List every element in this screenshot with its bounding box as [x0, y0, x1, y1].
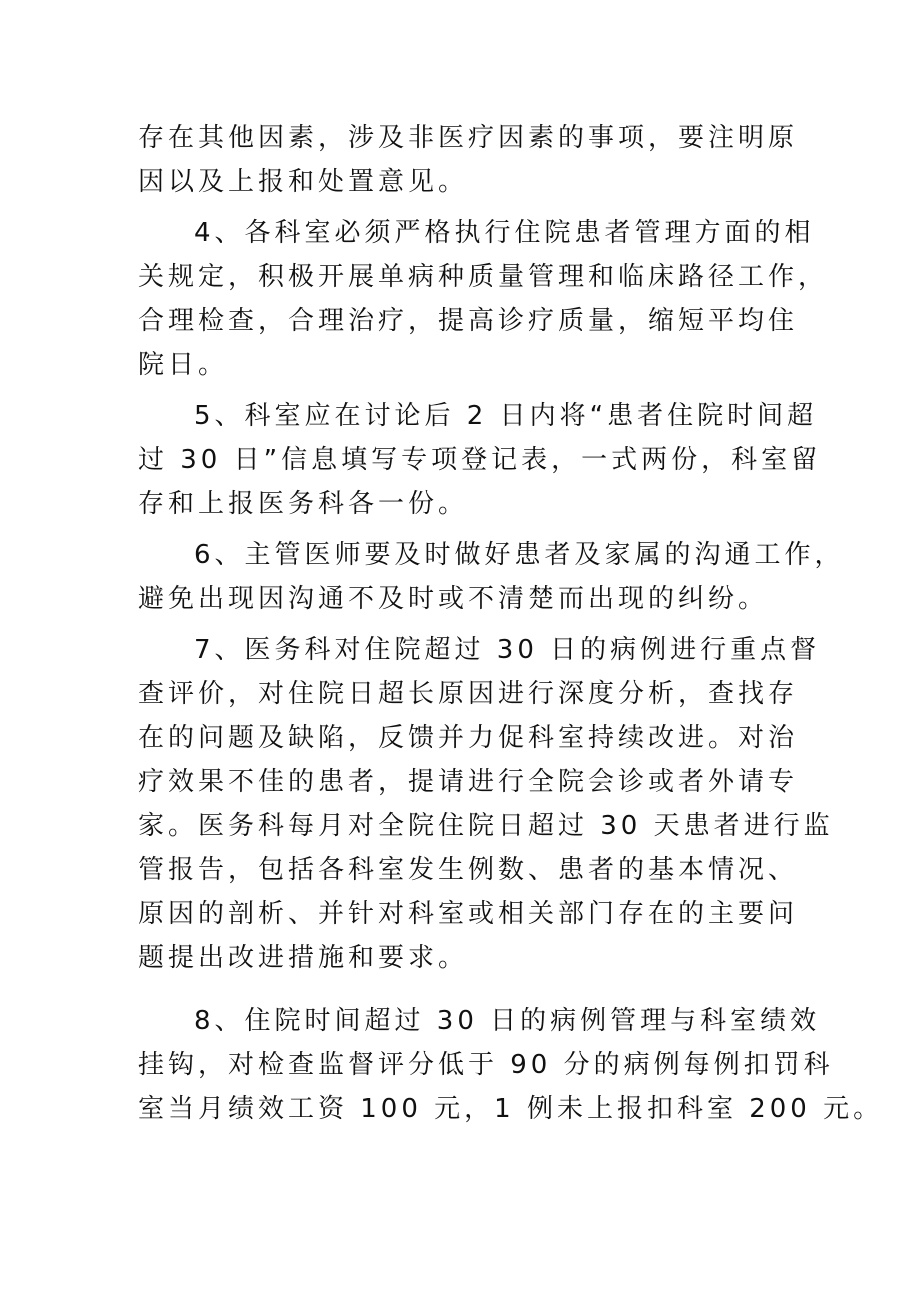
text-line: 避免出现因沟通不及时或不清楚而出现的纠纷。 — [138, 584, 769, 614]
text-line: 4、各科室必须严格执行住院患者管理方面的相 — [194, 218, 815, 248]
text-line: 查评价，对住院日超长原因进行深度分析，查找存 — [138, 679, 799, 709]
paragraph-item-4 — [138, 211, 829, 387]
text-line: 挂钩，对检查监督评分低于 90 分的病例每例扣罚科 — [138, 1050, 834, 1080]
text-line: 关规定，积极开展单病种质量管理和临床路径工作， — [138, 262, 829, 292]
text-line: 5、科室应在讨论后 2 日内将“患者住院时间超 — [194, 401, 818, 431]
text-line: 在的问题及缺陷，反馈并力促科室持续改进。对治 — [138, 723, 799, 753]
text-line: 8、住院时间超过 30 日的病例管理与科室绩效 — [194, 1006, 821, 1036]
text-line: 存在其他因素，涉及非医疗因素的事项，要注明原 — [138, 123, 799, 153]
paragraph-continuation — [138, 116, 810, 204]
text-line: 疗效果不佳的患者，提请进行全院会诊或者外请专 — [138, 767, 799, 797]
paragraph-item-7 — [138, 628, 834, 980]
paragraph-item-5 — [138, 394, 822, 526]
paragraph-item-6 — [138, 533, 845, 621]
text-line: 因以及上报和处置意见。 — [138, 167, 469, 197]
text-line: 6、主管医师要及时做好患者及家属的沟通工作， — [194, 540, 845, 570]
text-line: 合理检查，合理治疗，提高诊疗质量，缩短平均住 — [138, 306, 799, 336]
text-line: 家。医务科每月对全院住院日超过 30 天患者进行监 — [138, 811, 834, 841]
text-line: 原因的剖析、并针对科室或相关部门存在的主要问 — [138, 899, 799, 929]
text-line: 7、医务科对住院超过 30 日的病例进行重点督 — [194, 635, 821, 665]
paragraph-item-8 — [138, 999, 884, 1131]
text-line: 存和上报医务科各一份。 — [138, 489, 469, 519]
text-line: 题提出改进措施和要求。 — [138, 943, 469, 973]
text-line: 室当月绩效工资 100 元，1 例未上报扣科室 200 元。 — [138, 1094, 884, 1124]
text-line: 过 30 日”信息填写专项登记表，一式两份，科室留 — [138, 445, 822, 475]
document-body — [138, 116, 884, 1131]
text-line: 管报告，包括各科室发生例数、患者的基本情况、 — [138, 855, 799, 885]
text-line: 院日。 — [138, 350, 229, 380]
